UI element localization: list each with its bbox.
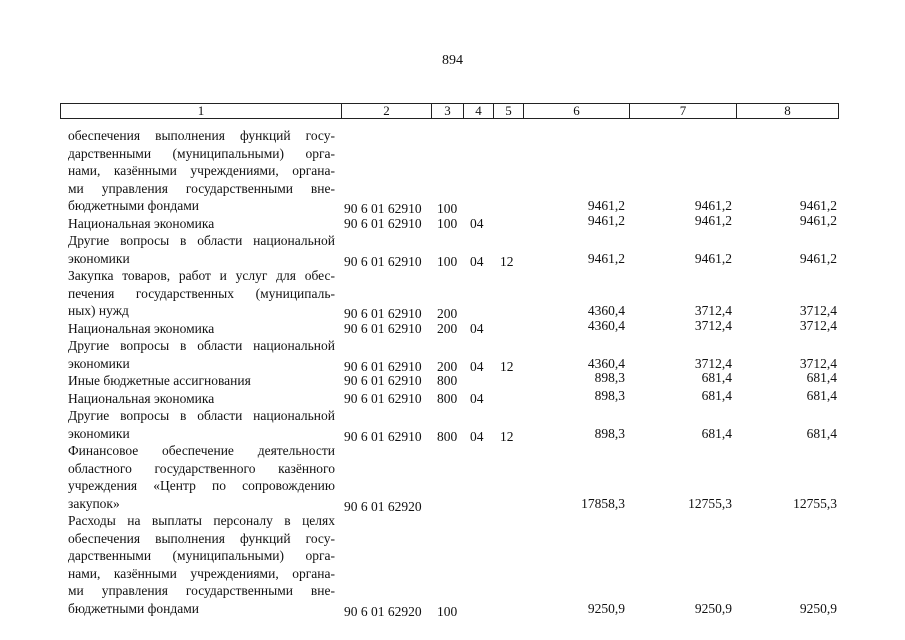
value-col6-cell: 17858,3 [581,495,625,511]
value-col7-cell: 3712,4 [694,355,732,371]
section-cell: 04 [470,320,484,336]
description-line: Расходы на выплаты персоналу в целях [68,513,335,528]
value-col6-cell: 898,3 [594,370,625,385]
value-col8-cell: 9461,2 [799,198,837,213]
expense-type-cell: 800 [437,428,458,444]
value-col7-cell: 12755,3 [688,495,732,511]
row-description [68,407,335,442]
expense-type-cell: 800 [437,390,458,406]
description-line: Закупка товаров, работ и услуг для обес- [68,268,335,283]
code-cell: 90 6 01 62910 [344,373,422,388]
description-line: областного государственного казённого [68,460,335,476]
description-line: Национальная экономика [68,320,215,336]
value-col7-cell: 9461,2 [694,250,732,266]
expense-type-cell: 200 [437,358,458,374]
header-col-2: 2 [341,104,431,118]
value-col7-cell: 3712,4 [694,303,732,318]
section-cell: 04 [470,253,484,269]
code-cell: 90 6 01 62920 [344,603,422,619]
value-col7-cell: 681,4 [701,370,732,385]
value-col6-cell: 898,3 [594,425,625,441]
row-description [68,442,335,512]
header-col-4: 4 [463,104,493,118]
header-col-5: 5 [493,104,523,118]
subsection-cell: 12 [500,358,514,374]
value-col7-cell: 3712,4 [694,317,732,333]
description-line: бюджетными фондами [68,198,199,213]
code-cell: 90 6 01 62920 [344,498,422,514]
section-cell: 04 [470,428,484,444]
expense-type-cell: 200 [437,320,458,336]
value-col7-cell: 681,4 [701,387,732,403]
value-col6-cell: 9461,2 [587,212,625,228]
value-col8-cell: 681,4 [806,425,837,441]
description-line: Финансовое обеспечение деятельности [68,443,335,458]
value-col7-cell: 681,4 [701,425,732,441]
value-col8-cell: 9250,9 [799,600,837,616]
description-line: ми управления государственными вне- [68,583,335,598]
description-line: экономики [68,355,130,371]
row-description [68,267,335,320]
value-col8-cell: 3712,4 [799,317,837,333]
code-cell: 90 6 01 62910 [344,306,422,321]
description-line: Национальная экономика [68,215,215,231]
section-cell: 04 [470,358,484,374]
value-col6-cell: 9461,2 [587,198,625,213]
expense-type-cell: 100 [437,215,458,231]
row-description [68,372,335,390]
value-col8-cell: 681,4 [806,370,837,385]
code-cell: 90 6 01 62910 [344,358,422,374]
row-description [68,232,335,267]
description-line: закупок» [68,495,120,511]
row-description [68,512,335,617]
value-col6-cell: 9250,9 [587,600,625,616]
value-col6-cell: 4360,4 [587,303,625,318]
description-line: экономики [68,250,130,266]
value-col6-cell: 9461,2 [587,250,625,266]
header-col-1: 1 [197,103,205,118]
description-line: Национальная экономика [68,390,215,406]
expense-type-cell: 100 [437,201,458,216]
description-line: дарственными (муниципальными) орга- [68,548,335,563]
header-col-3: 3 [431,104,463,118]
description-line: обеспечения выполнения функций госу- [68,128,335,143]
code-cell: 90 6 01 62910 [344,390,422,406]
code-cell: 90 6 01 62910 [344,215,422,231]
subsection-cell: 12 [500,253,514,269]
header-col-7: 7 [629,104,736,118]
description-line: печения государственных (муниципаль- [68,285,335,301]
description-line: экономики [68,425,130,441]
row-description [68,215,335,233]
expense-type-cell: 800 [437,373,458,388]
value-col7-cell: 9250,9 [694,600,732,616]
expense-type-cell: 100 [437,253,458,269]
value-col6-cell: 898,3 [594,387,625,403]
description-line: нами, казёнными учреждениями, органа- [68,163,335,178]
page-number: 894 [442,53,463,68]
row-description [68,337,335,372]
value-col8-cell: 3712,4 [799,303,837,318]
description-line: ных) нужд [68,303,129,318]
expense-type-cell: 200 [437,306,458,321]
description-line: учреждения «Центр по сопровождению [68,478,335,493]
code-cell: 90 6 01 62910 [344,201,422,216]
header-col-6: 6 [523,104,629,118]
value-col6-cell: 4360,4 [587,317,625,333]
description-line: бюджетными фондами [68,600,199,616]
value-col7-cell: 9461,2 [694,198,732,213]
description-line: ми управления государственными вне- [68,180,335,196]
description-line: Другие вопросы в области национальной [68,338,335,353]
expense-type-cell: 100 [437,603,458,619]
description-line: обеспечения выполнения функций госу- [68,530,335,546]
value-col8-cell: 3712,4 [799,355,837,371]
section-cell: 04 [470,215,484,231]
code-cell: 90 6 01 62910 [344,320,422,336]
value-col8-cell: 9461,2 [799,250,837,266]
value-col7-cell: 9461,2 [694,212,732,228]
value-col8-cell: 12755,3 [793,495,837,511]
row-description [68,390,335,408]
value-col8-cell: 9461,2 [799,212,837,228]
description-line: дарственными (муниципальными) орга- [68,145,335,161]
description-line: нами, казёнными учреждениями, органа- [68,565,335,581]
code-cell: 90 6 01 62910 [344,428,422,444]
description-line: Другие вопросы в области национальной [68,408,335,423]
header-col-8: 8 [736,104,838,118]
section-cell: 04 [470,390,484,406]
row-description [68,127,335,215]
code-cell: 90 6 01 62910 [344,253,422,269]
row-description [68,320,335,338]
subsection-cell: 12 [500,428,514,444]
value-col6-cell: 4360,4 [587,355,625,371]
description-line: Иные бюджетные ассигнования [68,373,251,388]
value-col8-cell: 681,4 [806,387,837,403]
description-line: Другие вопросы в области национальной [68,233,335,248]
